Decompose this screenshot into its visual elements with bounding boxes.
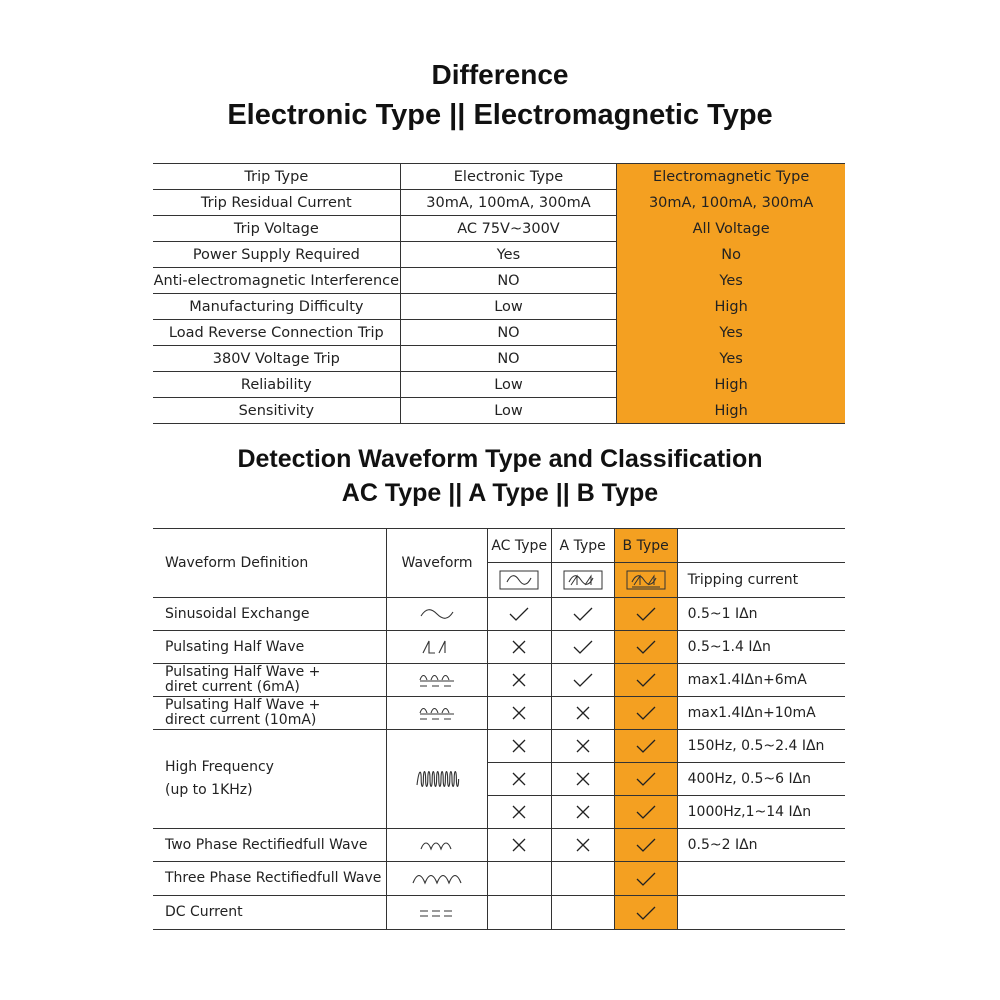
b-type-cell — [614, 697, 677, 730]
waveform-icon-cell — [387, 829, 487, 862]
a-type-cell — [551, 896, 614, 930]
waveform-definition — [153, 730, 387, 829]
a-type-symbol-icon — [551, 563, 614, 598]
header-tripping-current: Tripping current — [677, 563, 845, 598]
comparison-row — [153, 398, 845, 424]
cross-icon — [507, 670, 531, 690]
waveform-definition — [153, 664, 387, 697]
heading-types: Electronic Type || Electromagnetic Type — [227, 99, 773, 131]
electronic-value: Low — [400, 398, 617, 424]
a-type-cell — [551, 664, 614, 697]
cross-icon — [507, 802, 531, 822]
ac-type-cell — [487, 862, 551, 896]
comparison-table — [153, 163, 845, 424]
cross-icon — [507, 703, 531, 723]
half-wave-plus-dc-icon — [417, 670, 457, 690]
row-label: Manufacturing Difficulty — [153, 294, 400, 320]
a-type-cell — [551, 829, 614, 862]
comparison-row — [153, 164, 845, 190]
heading-classification: AC Type || A Type || B Type — [341, 479, 659, 507]
comparison-row — [153, 216, 845, 242]
check-icon — [571, 670, 595, 690]
definition-line: Pulsating Half Wave — [165, 638, 305, 655]
electronic-value: Low — [400, 294, 617, 320]
row-label: 380V Voltage Trip — [153, 346, 400, 372]
ac-type-cell — [487, 730, 551, 763]
cross-icon — [507, 769, 531, 789]
waveform-definition — [153, 829, 387, 862]
a-type-cell — [551, 763, 614, 796]
waveform-row — [153, 862, 845, 896]
waveform-row — [153, 829, 845, 862]
comparison-row — [153, 242, 845, 268]
definition-line: direct current (10mA) — [165, 712, 317, 728]
row-label: Power Supply Required — [153, 242, 400, 268]
electromagnetic-value: Yes — [617, 268, 845, 294]
pulsating-half-wave-icon — [417, 637, 457, 657]
electronic-value: 30mA, 100mA, 300mA — [400, 190, 617, 216]
waveform-icon-cell — [387, 730, 487, 829]
electronic-value: Low — [400, 372, 617, 398]
a-type-cell — [551, 796, 614, 829]
heading-waveform: Detection Waveform Type and Classification — [237, 445, 763, 473]
tripping-current-cell: max1.4IΔn+6mA — [677, 664, 845, 697]
cross-icon — [507, 637, 531, 657]
tripping-current-cell: 0.5~1.4 IΔn — [677, 631, 845, 664]
electromagnetic-value: All Voltage — [617, 216, 845, 242]
tripping-current-cell: 0.5~1 IΔn — [677, 598, 845, 631]
definition-line: Pulsating Half Wave + — [165, 697, 321, 713]
row-label: Anti-electromagnetic Interference — [153, 268, 400, 294]
tripping-current-cell: 400Hz, 0.5~6 IΔn — [677, 763, 845, 796]
electromagnetic-value: High — [617, 372, 845, 398]
waveform-row — [153, 730, 845, 763]
a-type-cell — [551, 697, 614, 730]
cross-icon — [571, 736, 595, 756]
header-waveform: Waveform — [387, 529, 487, 598]
waveform-definition — [153, 896, 387, 930]
waveform-table — [153, 528, 845, 930]
electromagnetic-value: High — [617, 294, 845, 320]
definition-line: diret current (6mA) — [165, 679, 300, 695]
comparison-row — [153, 320, 845, 346]
electromagnetic-value: Electromagnetic Type — [617, 164, 845, 190]
check-icon — [571, 637, 595, 657]
waveform-definition — [153, 697, 387, 730]
definition-line: High Frequency — [165, 759, 274, 775]
check-icon — [634, 903, 658, 923]
ac-type-cell — [487, 664, 551, 697]
comparison-row — [153, 294, 845, 320]
waveform-icon-cell — [387, 896, 487, 930]
check-icon — [634, 670, 658, 690]
tripping-current-cell: 1000Hz,1~14 IΔn — [677, 796, 845, 829]
ac-type-cell — [487, 598, 551, 631]
definition-line: Two Phase Rectifiedfull Wave — [165, 836, 368, 853]
tripping-current-cell: 150Hz, 0.5~2.4 IΔn — [677, 730, 845, 763]
header-b-type: B Type — [614, 529, 677, 563]
b-type-cell — [614, 896, 677, 930]
b-type-cell — [614, 730, 677, 763]
cross-icon — [571, 802, 595, 822]
b-type-symbol-icon — [614, 563, 677, 598]
high-frequency-icon — [413, 765, 461, 793]
electronic-value: Yes — [400, 242, 617, 268]
electronic-value: NO — [400, 346, 617, 372]
check-icon — [634, 703, 658, 723]
b-type-cell — [614, 664, 677, 697]
header-ac-type: AC Type — [487, 529, 551, 563]
check-icon — [634, 637, 658, 657]
electronic-value: AC 75V~300V — [400, 216, 617, 242]
row-label: Reliability — [153, 372, 400, 398]
b-type-cell — [614, 796, 677, 829]
waveform-row — [153, 664, 845, 697]
definition-line: Three Phase Rectifiedfull Wave — [165, 870, 382, 886]
cross-icon — [571, 769, 595, 789]
electronic-value: Electronic Type — [400, 164, 617, 190]
tripping-current-cell — [677, 862, 845, 896]
check-icon — [634, 769, 658, 789]
ac-type-symbol-icon — [487, 563, 551, 598]
waveform-row — [153, 697, 845, 730]
ac-type-cell — [487, 796, 551, 829]
electromagnetic-value: High — [617, 398, 845, 424]
tripping-current-cell: 0.5~2 IΔn — [677, 829, 845, 862]
waveform-icon-cell — [387, 697, 487, 730]
comparison-row — [153, 190, 845, 216]
a-type-cell — [551, 631, 614, 664]
comparison-row — [153, 372, 845, 398]
definition-line: Pulsating Half Wave + — [165, 664, 321, 680]
ac-type-cell — [487, 697, 551, 730]
definition-line: Sinusoidal Exchange — [165, 605, 310, 622]
header-a-type: A Type — [551, 529, 614, 563]
waveform-icon-cell — [387, 664, 487, 697]
check-icon — [571, 604, 595, 624]
b-type-cell — [614, 598, 677, 631]
electromagnetic-value: No — [617, 242, 845, 268]
cross-icon — [507, 835, 531, 855]
ac-type-cell — [487, 763, 551, 796]
electromagnetic-value: Yes — [617, 320, 845, 346]
row-label: Load Reverse Connection Trip — [153, 320, 400, 346]
sine-wave-icon — [417, 604, 457, 624]
b-type-cell — [614, 763, 677, 796]
comparison-row — [153, 346, 845, 372]
b-type-cell — [614, 631, 677, 664]
check-icon — [634, 835, 658, 855]
waveform-icon-cell — [387, 862, 487, 896]
a-type-cell — [551, 862, 614, 896]
cross-icon — [507, 736, 531, 756]
check-icon — [634, 736, 658, 756]
dc-current-icon — [417, 903, 457, 923]
a-type-cell — [551, 598, 614, 631]
b-type-cell — [614, 829, 677, 862]
row-label: Trip Type — [153, 164, 400, 190]
two-phase-rectified-icon — [417, 835, 457, 855]
header-blank — [677, 529, 845, 563]
waveform-row — [153, 631, 845, 664]
row-label: Sensitivity — [153, 398, 400, 424]
electromagnetic-value: 30mA, 100mA, 300mA — [617, 190, 845, 216]
electronic-value: NO — [400, 268, 617, 294]
waveform-icon-cell — [387, 631, 487, 664]
check-icon — [634, 802, 658, 822]
three-phase-rectified-icon — [409, 869, 465, 889]
definition-line: (up to 1KHz) — [165, 782, 253, 798]
b-type-cell — [614, 862, 677, 896]
heading-difference: Difference — [431, 59, 569, 90]
row-label: Trip Residual Current — [153, 190, 400, 216]
check-icon — [634, 869, 658, 889]
waveform-definition — [153, 631, 387, 664]
electronic-value: NO — [400, 320, 617, 346]
waveform-definition — [153, 862, 387, 896]
electromagnetic-value: Yes — [617, 346, 845, 372]
waveform-row — [153, 598, 845, 631]
row-label: Trip Voltage — [153, 216, 400, 242]
check-icon — [634, 604, 658, 624]
waveform-row — [153, 896, 845, 930]
ac-type-cell — [487, 829, 551, 862]
cross-icon — [571, 703, 595, 723]
cross-icon — [571, 835, 595, 855]
comparison-row — [153, 268, 845, 294]
waveform-icon-cell — [387, 598, 487, 631]
half-wave-plus-dc-icon — [417, 703, 457, 723]
ac-type-cell — [487, 631, 551, 664]
header-waveform-definition: Waveform Definition — [153, 529, 387, 598]
tripping-current-cell — [677, 896, 845, 930]
definition-line: DC Current — [165, 904, 243, 920]
waveform-definition — [153, 598, 387, 631]
tripping-current-cell: max1.4IΔn+10mA — [677, 697, 845, 730]
check-icon — [507, 604, 531, 624]
a-type-cell — [551, 730, 614, 763]
ac-type-cell — [487, 896, 551, 930]
